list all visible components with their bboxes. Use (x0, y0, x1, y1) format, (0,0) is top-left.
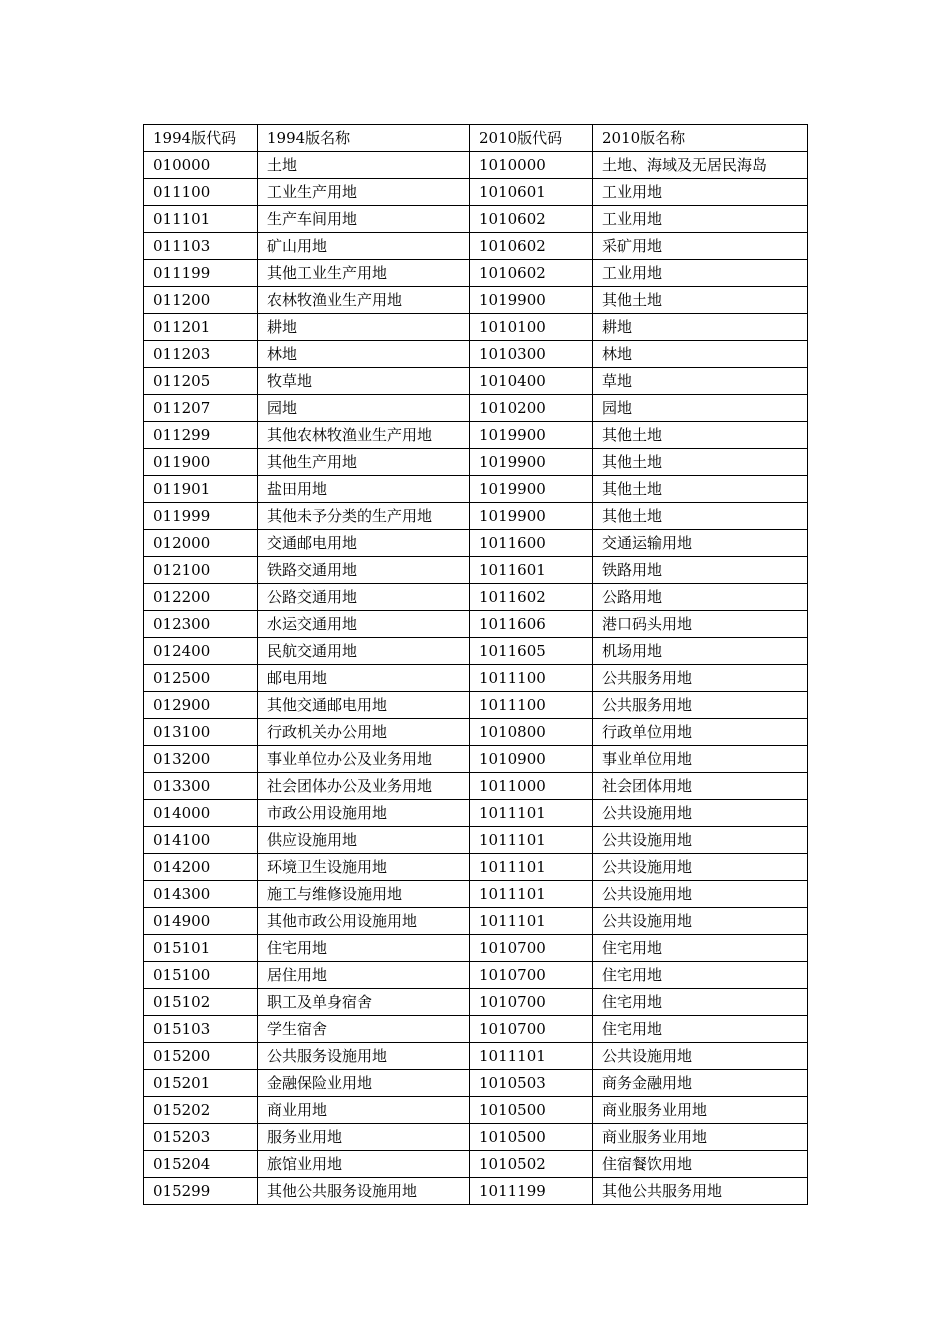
cell-2010-code: 1011101 (470, 827, 593, 854)
cell-2010-name: 公共服务用地 (593, 692, 808, 719)
cell-1994-code: 014000 (144, 800, 258, 827)
cell-1994-code: 012100 (144, 557, 258, 584)
table-row (144, 962, 808, 989)
cell-2010-name: 公路用地 (593, 584, 808, 611)
cell-2010-code: 1010602 (470, 206, 593, 233)
cell-1994-code: 013300 (144, 773, 258, 800)
header-2010-name: 2010版名称 (593, 125, 808, 152)
table-row (144, 422, 808, 449)
table-row (144, 638, 808, 665)
cell-1994-name: 交通邮电用地 (258, 530, 470, 557)
table-row (144, 827, 808, 854)
cell-1994-code: 013100 (144, 719, 258, 746)
cell-2010-code: 1011602 (470, 584, 593, 611)
cell-2010-name: 其他土地 (593, 287, 808, 314)
table-row (144, 368, 808, 395)
table-row (144, 476, 808, 503)
cell-2010-code: 1011605 (470, 638, 593, 665)
cell-2010-code: 1010601 (470, 179, 593, 206)
table-row (144, 1151, 808, 1178)
table-row (144, 449, 808, 476)
cell-1994-name: 矿山用地 (258, 233, 470, 260)
table-row (144, 719, 808, 746)
table-row (144, 179, 808, 206)
table-row (144, 152, 808, 179)
table-row (144, 206, 808, 233)
table-row (144, 1070, 808, 1097)
cell-1994-name: 盐田用地 (258, 476, 470, 503)
cell-1994-code: 011101 (144, 206, 258, 233)
cell-2010-code: 1011600 (470, 530, 593, 557)
table-row (144, 989, 808, 1016)
cell-1994-code: 012400 (144, 638, 258, 665)
table-row (144, 557, 808, 584)
cell-1994-code: 012200 (144, 584, 258, 611)
table-row (144, 341, 808, 368)
cell-2010-code: 1010800 (470, 719, 593, 746)
cell-1994-name: 商业用地 (258, 1097, 470, 1124)
cell-1994-code: 011201 (144, 314, 258, 341)
cell-1994-name: 旅馆业用地 (258, 1151, 470, 1178)
cell-1994-code: 011207 (144, 395, 258, 422)
cell-2010-name: 商务金融用地 (593, 1070, 808, 1097)
cell-2010-code: 1010100 (470, 314, 593, 341)
cell-2010-code: 1011101 (470, 800, 593, 827)
table-row (144, 287, 808, 314)
table-body (144, 152, 808, 1205)
cell-2010-code: 1019900 (470, 287, 593, 314)
table-row (144, 1178, 808, 1205)
cell-1994-name: 社会团体办公及业务用地 (258, 773, 470, 800)
table-row (144, 584, 808, 611)
cell-2010-name: 土地、海域及无居民海岛 (593, 152, 808, 179)
cell-1994-code: 012500 (144, 665, 258, 692)
cell-1994-name: 施工与维修设施用地 (258, 881, 470, 908)
cell-2010-name: 商业服务业用地 (593, 1124, 808, 1151)
cell-2010-code: 1010700 (470, 962, 593, 989)
cell-2010-name: 草地 (593, 368, 808, 395)
cell-1994-name: 公共服务设施用地 (258, 1043, 470, 1070)
cell-1994-name: 其他工业生产用地 (258, 260, 470, 287)
table-row (144, 503, 808, 530)
cell-1994-name: 金融保险业用地 (258, 1070, 470, 1097)
cell-1994-code: 012000 (144, 530, 258, 557)
cell-1994-name: 土地 (258, 152, 470, 179)
cell-1994-code: 015202 (144, 1097, 258, 1124)
cell-2010-code: 1011101 (470, 881, 593, 908)
cell-1994-code: 011900 (144, 449, 258, 476)
cell-2010-name: 林地 (593, 341, 808, 368)
cell-1994-code: 014200 (144, 854, 258, 881)
cell-1994-name: 其他未予分类的生产用地 (258, 503, 470, 530)
cell-2010-name: 住宅用地 (593, 935, 808, 962)
cell-2010-name: 商业服务业用地 (593, 1097, 808, 1124)
cell-2010-name: 公共服务用地 (593, 665, 808, 692)
table-row (144, 260, 808, 287)
table-row (144, 692, 808, 719)
cell-1994-name: 学生宿舍 (258, 1016, 470, 1043)
table-row (144, 746, 808, 773)
cell-2010-code: 1011101 (470, 854, 593, 881)
cell-2010-name: 采矿用地 (593, 233, 808, 260)
cell-2010-name: 公共设施用地 (593, 1043, 808, 1070)
cell-1994-name: 林地 (258, 341, 470, 368)
cell-2010-name: 公共设施用地 (593, 854, 808, 881)
cell-2010-name: 机场用地 (593, 638, 808, 665)
cell-2010-name: 铁路用地 (593, 557, 808, 584)
cell-1994-name: 农林牧渔业生产用地 (258, 287, 470, 314)
cell-2010-name: 工业用地 (593, 206, 808, 233)
cell-2010-name: 其他公共服务用地 (593, 1178, 808, 1205)
cell-1994-name: 水运交通用地 (258, 611, 470, 638)
cell-2010-code: 1011101 (470, 1043, 593, 1070)
cell-2010-code: 1011101 (470, 908, 593, 935)
cell-2010-name: 园地 (593, 395, 808, 422)
cell-1994-code: 014100 (144, 827, 258, 854)
cell-1994-code: 014900 (144, 908, 258, 935)
table-row (144, 773, 808, 800)
table-row (144, 314, 808, 341)
cell-2010-code: 1010602 (470, 233, 593, 260)
table-row (144, 935, 808, 962)
cell-2010-name: 其他土地 (593, 476, 808, 503)
cell-2010-name: 公共设施用地 (593, 908, 808, 935)
table-row (144, 908, 808, 935)
cell-2010-code: 1010602 (470, 260, 593, 287)
land-code-mapping-table (143, 124, 808, 1205)
table-row (144, 1097, 808, 1124)
cell-1994-code: 012300 (144, 611, 258, 638)
cell-1994-code: 011901 (144, 476, 258, 503)
cell-2010-name: 住宅用地 (593, 1016, 808, 1043)
cell-2010-name: 公共设施用地 (593, 827, 808, 854)
cell-1994-name: 其他生产用地 (258, 449, 470, 476)
cell-1994-code: 011203 (144, 341, 258, 368)
header-1994-name: 1994版名称 (258, 125, 470, 152)
table-row (144, 881, 808, 908)
header-1994-code: 1994版代码 (144, 125, 258, 152)
cell-1994-code: 011103 (144, 233, 258, 260)
table-row (144, 530, 808, 557)
cell-2010-code: 1010200 (470, 395, 593, 422)
cell-2010-name: 工业用地 (593, 260, 808, 287)
cell-2010-code: 1010300 (470, 341, 593, 368)
cell-1994-name: 环境卫生设施用地 (258, 854, 470, 881)
table-row (144, 1124, 808, 1151)
table-row (144, 1016, 808, 1043)
cell-2010-code: 1019900 (470, 422, 593, 449)
cell-1994-code: 015103 (144, 1016, 258, 1043)
cell-1994-name: 生产车间用地 (258, 206, 470, 233)
table-row (144, 1043, 808, 1070)
cell-2010-name: 公共设施用地 (593, 800, 808, 827)
cell-1994-name: 铁路交通用地 (258, 557, 470, 584)
cell-2010-code: 1010500 (470, 1124, 593, 1151)
cell-1994-name: 其他农林牧渔业生产用地 (258, 422, 470, 449)
table-row (144, 611, 808, 638)
cell-1994-code: 015200 (144, 1043, 258, 1070)
cell-1994-code: 011100 (144, 179, 258, 206)
table-header-row (144, 125, 808, 152)
cell-1994-name: 其他交通邮电用地 (258, 692, 470, 719)
cell-1994-name: 其他公共服务设施用地 (258, 1178, 470, 1205)
cell-1994-name: 民航交通用地 (258, 638, 470, 665)
cell-2010-code: 1010502 (470, 1151, 593, 1178)
cell-2010-name: 行政单位用地 (593, 719, 808, 746)
cell-1994-code: 010000 (144, 152, 258, 179)
cell-2010-code: 1010503 (470, 1070, 593, 1097)
cell-1994-code: 015204 (144, 1151, 258, 1178)
cell-1994-code: 015100 (144, 962, 258, 989)
cell-1994-code: 011999 (144, 503, 258, 530)
cell-2010-name: 交通运输用地 (593, 530, 808, 557)
cell-2010-code: 1010700 (470, 935, 593, 962)
cell-1994-name: 供应设施用地 (258, 827, 470, 854)
cell-2010-code: 1011100 (470, 665, 593, 692)
table-row (144, 665, 808, 692)
cell-2010-code: 1010500 (470, 1097, 593, 1124)
cell-2010-code: 1019900 (470, 476, 593, 503)
cell-2010-code: 1019900 (470, 449, 593, 476)
cell-2010-name: 社会团体用地 (593, 773, 808, 800)
cell-1994-code: 013200 (144, 746, 258, 773)
cell-1994-code: 015102 (144, 989, 258, 1016)
cell-1994-code: 015203 (144, 1124, 258, 1151)
cell-2010-name: 公共设施用地 (593, 881, 808, 908)
cell-2010-name: 住宿餐饮用地 (593, 1151, 808, 1178)
cell-2010-code: 1010700 (470, 989, 593, 1016)
cell-2010-code: 1011000 (470, 773, 593, 800)
cell-2010-name: 其他土地 (593, 422, 808, 449)
cell-1994-code: 015101 (144, 935, 258, 962)
cell-1994-code: 011199 (144, 260, 258, 287)
cell-1994-name: 居住用地 (258, 962, 470, 989)
cell-2010-name: 其他土地 (593, 503, 808, 530)
table-row (144, 800, 808, 827)
cell-2010-name: 住宅用地 (593, 989, 808, 1016)
cell-1994-name: 行政机关办公用地 (258, 719, 470, 746)
cell-1994-code: 011200 (144, 287, 258, 314)
cell-2010-code: 1010900 (470, 746, 593, 773)
cell-1994-code: 015201 (144, 1070, 258, 1097)
cell-1994-name: 服务业用地 (258, 1124, 470, 1151)
cell-1994-name: 住宅用地 (258, 935, 470, 962)
cell-1994-name: 事业单位办公及业务用地 (258, 746, 470, 773)
cell-1994-name: 职工及单身宿舍 (258, 989, 470, 1016)
cell-2010-code: 1011606 (470, 611, 593, 638)
cell-1994-code: 015299 (144, 1178, 258, 1205)
cell-1994-name: 园地 (258, 395, 470, 422)
cell-1994-name: 其他市政公用设施用地 (258, 908, 470, 935)
cell-2010-code: 1010000 (470, 152, 593, 179)
cell-2010-name: 工业用地 (593, 179, 808, 206)
cell-2010-code: 1010700 (470, 1016, 593, 1043)
cell-1994-name: 牧草地 (258, 368, 470, 395)
table-row (144, 395, 808, 422)
cell-2010-code: 1019900 (470, 503, 593, 530)
cell-1994-code: 011299 (144, 422, 258, 449)
cell-2010-name: 耕地 (593, 314, 808, 341)
table-row (144, 233, 808, 260)
cell-1994-name: 邮电用地 (258, 665, 470, 692)
cell-1994-name: 市政公用设施用地 (258, 800, 470, 827)
cell-2010-code: 1011199 (470, 1178, 593, 1205)
cell-1994-name: 公路交通用地 (258, 584, 470, 611)
cell-1994-code: 014300 (144, 881, 258, 908)
cell-2010-code: 1011601 (470, 557, 593, 584)
cell-1994-name: 耕地 (258, 314, 470, 341)
cell-1994-name: 工业生产用地 (258, 179, 470, 206)
cell-2010-code: 1010400 (470, 368, 593, 395)
cell-2010-code: 1011100 (470, 692, 593, 719)
table-row (144, 854, 808, 881)
cell-2010-name: 事业单位用地 (593, 746, 808, 773)
cell-2010-name: 港口码头用地 (593, 611, 808, 638)
cell-2010-name: 住宅用地 (593, 962, 808, 989)
cell-2010-name: 其他土地 (593, 449, 808, 476)
cell-1994-code: 011205 (144, 368, 258, 395)
header-2010-code: 2010版代码 (470, 125, 593, 152)
cell-1994-code: 012900 (144, 692, 258, 719)
